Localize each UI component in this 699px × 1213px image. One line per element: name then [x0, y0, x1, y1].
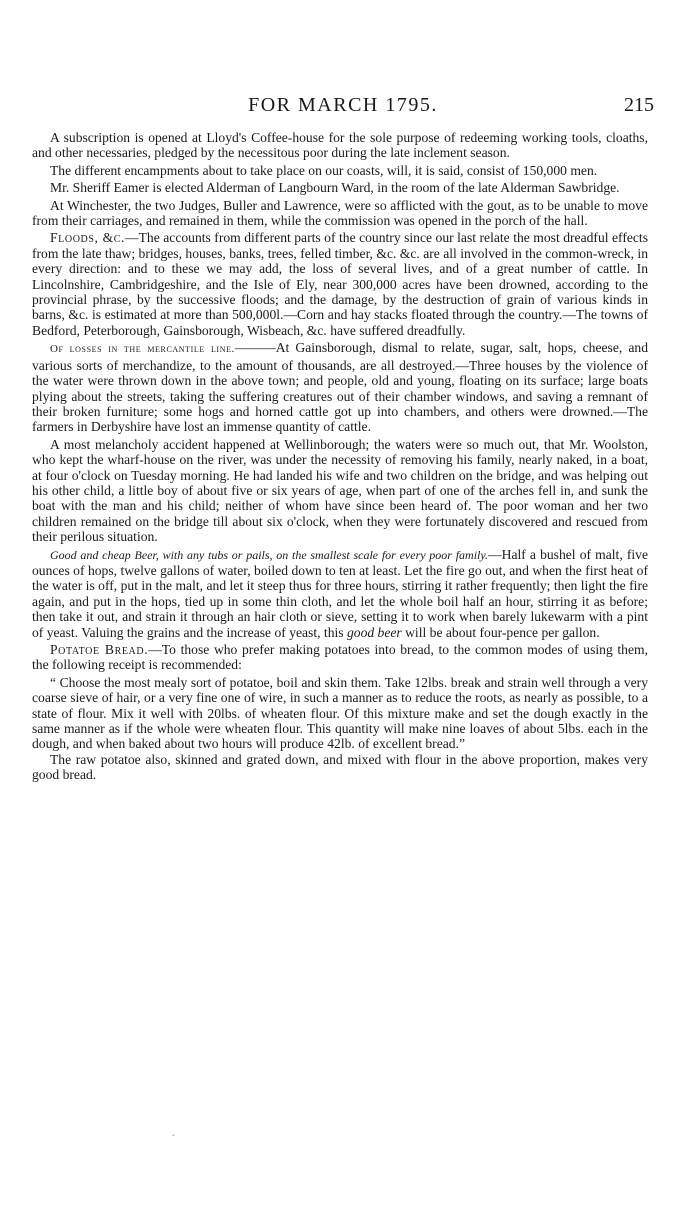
paragraph-text: will be about four-pence per gallon.	[401, 624, 600, 640]
paragraph-text: The different encampments about to take place on our coasts, will, it is said, consist of 150,000 men.	[50, 162, 598, 178]
paragraph-subscription	[32, 130, 648, 161]
paragraph-text: A most melancholy accident happened at Wellinborough; the waters were so much out, that Mr. Woolston, who kept the wharf-house on the river, was under the necessity of removing his family, nearly naked, in a boat, at four o'clock on Tuesday morning. He had landed his wife and two children on the bridge, and was helping out his other child, a little boy of about five or six years of age, when part of one of the arches fell in, and sunk the boat with the man and his child; neither of whom have since been heard of. The poor woman and her two children remained on the bridge till about six o'clock, when they were fortunately discovered and rescued from their perilous situation.	[32, 436, 648, 545]
paragraph-text: The raw potatoe also, skinned and grated down, and mixed with flour in the above proportion, makes very good bread.	[32, 751, 648, 783]
paragraph-recipe-quote	[32, 675, 648, 752]
paragraph-raw-potatoe	[32, 752, 648, 783]
section-lead: Good and cheap Beer, with any tubs or pails, on the smallest scale for every poor family.	[50, 547, 489, 562]
paragraph-winchester	[32, 198, 648, 229]
page-number: 215	[624, 94, 654, 116]
paragraph-alderman	[32, 180, 648, 195]
paragraph-potatoe-bread	[32, 642, 648, 673]
paragraph-encampments	[32, 163, 648, 178]
section-lead: Potatoe Bread.	[50, 642, 149, 657]
paragraph-wellinborough	[32, 437, 648, 545]
footer-mark: ‸	[172, 1127, 175, 1136]
running-head	[32, 94, 654, 124]
paragraph-text: Mr. Sheriff Eamer is elected Alderman of Langbourn Ward, in the room of the late Alderman Sawbridge.	[50, 180, 620, 196]
section-lead: Floods, &c.	[50, 230, 126, 246]
section-lead: Of losses in the mercantile line.	[50, 343, 235, 356]
article-body	[32, 130, 648, 785]
paragraph-text: —To those who prefer making potatoes into bread, to the common modes of using them, the following receipt is recommended:	[32, 642, 648, 673]
paragraph-text: At Winchester, the two Judges, Buller and Lawrence, were so afflicted with the gout, as to be unable to move from their carriages, and remained in them, while the commission was opened in the porch of the hall.	[32, 197, 648, 229]
paragraph-text: A subscription is opened at Lloyd's Coffee-house for the sole purpose of redeeming working tools, cloaths, and other necessaries, pledged by the necessitous poor during the late inclement season.	[32, 130, 648, 161]
paragraph-text: “ Choose the most mealy sort of potatoe, boil and skin them. Take 12lbs. break and strain well through a very coarse sieve of hair, or a very fine one of wire, in such a manner as to reduce the roots, as nearly as possible, to a state of flour. Mix it well with 20lbs. of wheaten flour. Of this mixture make and set the dough exactly in the same manner as if the whole were wheaten flour. This quantity will make nine loaves of about 5lbs. each in the dough, and when baked about two hours will produce 42lb. of excellent bread.”	[32, 674, 648, 752]
paragraph-text: ———At Gainsborough, dismal to relate, sugar, salt, hops, cheese, and various sorts of merchandize, to the amount of thousands, are all destroyed.—Three houses by the violence of the water were thrown down in the above town; and people, old and young, floating on its surface; large boats plying about the streets, taking the suffering creatures out of their chamber windows, and saving a remnant of their broken furniture; some hogs and horned cattle got up into chambers, and others were drowned.—The farmers in Derbyshire have lost an immense quantity of cattle.	[32, 340, 648, 435]
paragraph-text: —The accounts from different parts of the country since our last relate the most dreadful effects from the late thaw; bridges, houses, banks, trees, felled timber, &c. &c. are all involved in the common-wreck, in every direction: and to these we may add, the loss of several lives, and of a great number of cattle. In Lincolnshire, Cambridgeshire, and the Isle of Ely, near 300,000 acres have been drowned, according to the provincial phrase, by the successive floods; and the damage, by the destruction of grain of various kinds in barns, &c. is estimated at more than 500,000l.—Corn and hay stacks floated through the country.—The towns of Bedford, Peterborough, Gainsborough, Wisbeach, &c. have suffered dreadfully.	[32, 230, 648, 338]
paragraph-cheap-beer	[32, 547, 648, 640]
emphasis-text: good beer	[346, 624, 402, 640]
paragraph-text: —Half a bushel of malt, five ounces of hops, twelve gallons of water, boiled down to ten at least. Let the fire go out, and when the first heat of the water is off, put in the malt, and let it steep thus for three hours, stirring it rather frequently; then light the fire again, and put in the hops, tied up in some thin cloth, and let the whole boil half an hour, stirring it as before; then take it out, and strain it through an hair cloth or sieve, setting it to work when barely lukewarm with a pint of yeast. Valuing the grains and the increase of yeast, this	[32, 546, 648, 640]
page-title: FOR MARCH 1795.	[248, 94, 438, 116]
paragraph-mercantile-losses	[32, 340, 648, 434]
paragraph-floods	[32, 230, 648, 338]
